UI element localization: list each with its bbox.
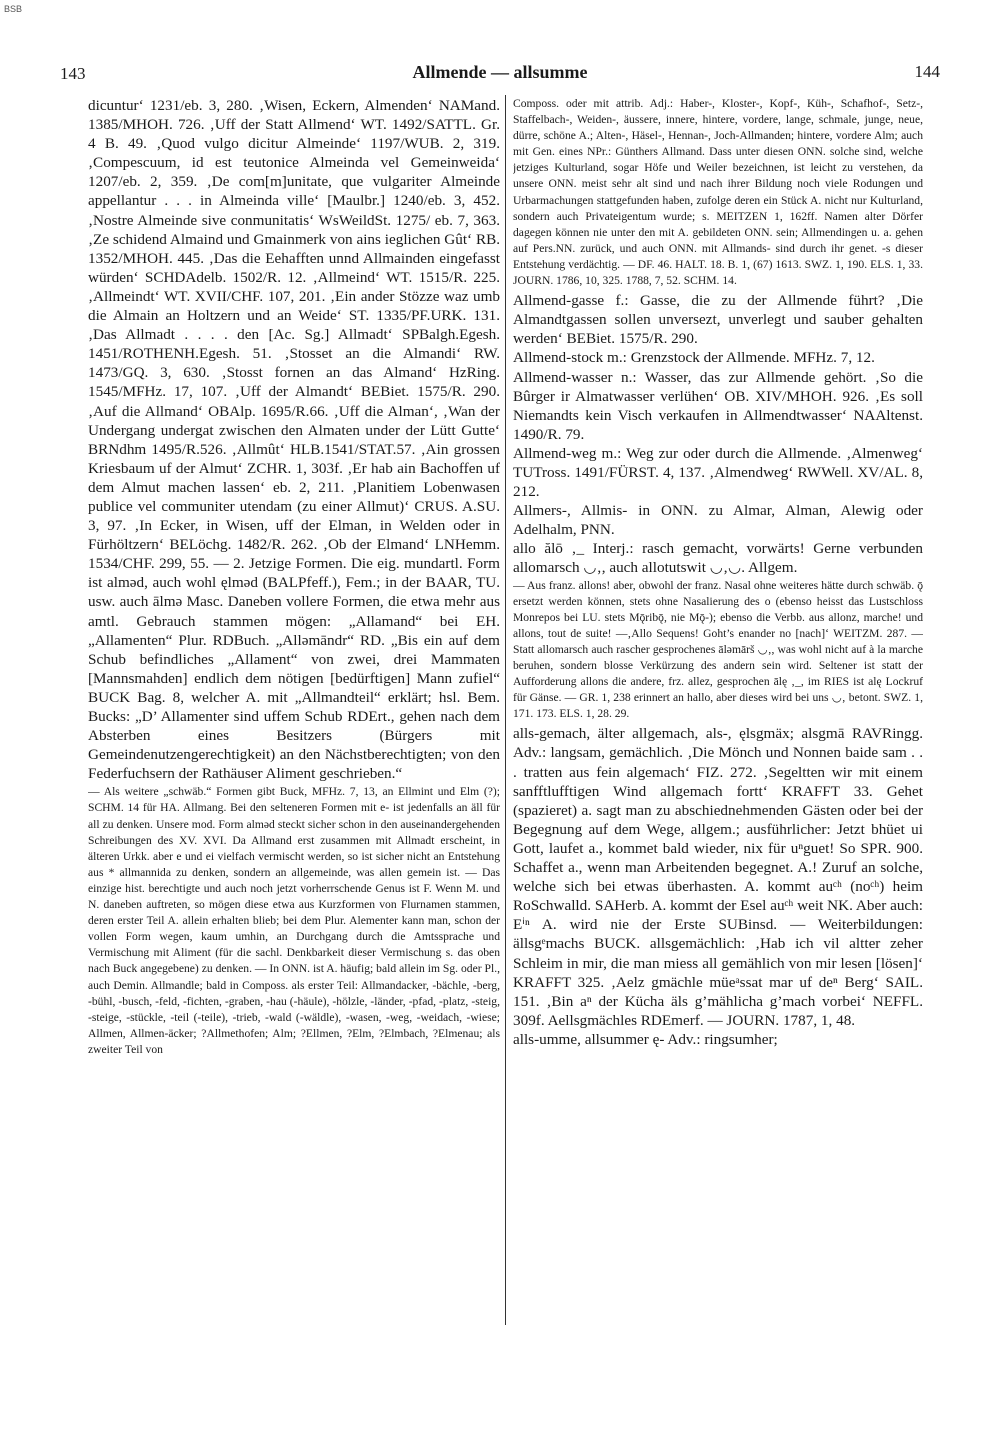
- entry-allmend-gasse: Allmend-gasse f.: Gasse, die zu der Allmende führt? ‚Die Almandtgassen sollen unversezt, unverlegt und sauber gehalten werden‘ BEBiet. 1575/R. 290.: [513, 292, 923, 348]
- allmende-citations-paragraph: dicuntur‘ 1231/eb. 3, 280. ‚Wisen, Eckern, Almenden‘ NAMand. 1385/MHOH. 726. ‚Uff der Statt Allmend‘ WT. 1492/SATTL. Gr. 4 B. 49. ‚Quod vulgo dicitur Almeinde‘ 1197/WUB. 2, 319. ‚Compescuum, id est teutonice Almeinda vel Gemeinweida‘ 1207/eb. 2, 359. ‚De com[m]unitate, que vulgariter Almeinde appellantur . . . in Almeinda ville‘ [Maulbr.] 1240/eb. 3, 452. ‚Nostre Almeinde sive conmunitatis‘ WsWeildSt. 1275/ eb. 7, 363. ‚Ze schidend Almaind und Gmainmerk von ains ieglichen Gût‘ RB. 1352/MHOH. 445. ‚Das die Eehafften unnd Allmainden eingefasst würden‘ SCHDAdelb. 1502/R. 12. ‚Allmeind‘ WT. 1515/R. 225. ‚Allmeindt‘ WT. XVII/CHF. 107, 201. ‚Ein ander Stözze waz umb die Almain an Holtzern und an Weide‘ ST. 1335/PF.URK. 131. ‚Das Allmadt . . . . den [Ac. Sg.] Allmadt‘ SPBalgh.Egesh. 1451/ROTHENH.Egesh. 51. ‚Stosset an die Almandi‘ RW. 1473/GQ. 3, 630. ‚Stosst fornen an das Almand‘ HzRing. 1545/MFHz. 17, 107. ‚Uff der Almandt‘ BEBiet. 1575/R. 290. ‚Auf die Allmand‘ OBAlp. 1695/R.66. ‚Uff die Alman‘, ‚Wan der Undergang undergat zwischen den Almaten under der Lütt Gutte‘ BRNdhm 1495/R.526. ‚Allmût‘ HLB.1541/STAT.57. ‚Ain grossen Kriesbaum uf der Almut‘ ZCHR. 1, 303f. ‚Er hab ain Bachoffen uf dem Almut machen lassen‘ eb. 2, 211. ‚Planitiem Lobenwasen publice vel communiter utendam (zu einer Allmut)‘ CRUS. A.SU. 3, 97. ‚In Ecker, in Wisen, uff der Elman, in Welden oder in Fürhöltzern‘ BELöchg. 1482/R. 262. ‚Ob der Elmand‘ LNHemm. 1534/CHF. 299, 55. — 2. Jetzige Formen. Die eig. mundartl. Form ist alməd, auch wohl ęlməd (BALPfeff.), Fem.; in der BAAR, TU. usw. auch ālmə Masc. Daneben vollere Formen, die etwa mehr aus amtl. Gebrauch stammen mögen: „Allamand“ bei EH. „Allamenten“ Plur. RDBuch. „Alləmāndr“ RD. „Bis ein auf dem Schub befindliches „Allament“ von zwei, drei Mammaten [Mannsmahden] endlich dem nötigen [bedürftigen] Mann zufiel“ BUCK Bag. 8, welcher A. mit „Allmandteil“ erklärt; hsl. Bem. Bucks: „D’ Allamenter sind uffem Schub RDErt., gehen nach dem Absterben eines Besitzers (Bürgers mit Gemeindenutzengerechtigkeit) an den Nächstberechtigten; von den Federfuchsern der Rathäuser Aliment geschrieben.“: [88, 97, 500, 783]
- left-column: [88, 96, 500, 1331]
- entry-allmend-stock: Allmend-stock m.: Grenzstock der Allmende. MFHz. 7, 12.: [513, 349, 875, 367]
- entry-allo: allo ălō ‚_ Interj.: rasch gemacht, vorwärts! Gerne verbunden allomarsch ◡‚, auch allotutswit ◡‚◡. Allgem.: [513, 540, 923, 577]
- allmende-forms-note: — Als weitere „schwäb.“ Formen gibt Buck, MFHz. 7, 13, an Ellmint und Elm (?); SCHM. 14 für HA. Allmang. Bei den selteneren Formen mit e- ist jedenfalls an äll für all zu denken. Unsere mod. Form alməd steckt sicher schon in den auseinandergehenden Schreibungen des XV. XVI. Da Allmand erst zusammen mit Allmadt erscheint, in älteren Urkk. aber e und ei vielfach vermischt werden, so ist sicher nicht an Entstehung aus * allmannida zu denken, sondern an allgemeinde, was allen gemein ist. — Das einzige hist. berechtigte und auch noch jetzt vorherrschende Genus ist F. Wenn M. und N. daneben auftreten, so mögen diese etwa aus Kurzformen von Flurnamen stammen, deren erster Teil A. allein erhalten blieb; bei dem Plur. Alementer kann man, schon der vollen Form wegen, kaum umhin, an Durchgang durch die Amtssprache und Vermischung mit Aliment (für die sachl. Denkbarkeit dieser Vermischung s. das oben nach Buck angegebene) zu denken. — In ONN. ist A. häufig; bald allein im Sg. oder Pl., auch Demin. Allmandle; bald in Composs. als erster Teil: Allmandacker, -bächle, -berg, -bühl, -busch, -feld, -fichten, -graben, -hau (-häule), -hölzle, -länder, -pfad, -platz, -steig, -steige, -stückle, -teil (-teile), -trieb, -wald (-wäldle), -wasen, -weg, -weidach, -wiese; Allmen, Allmen-äcker; ?Allmethofen; Alm; ?Ellmen, ?Elm, ?Elmbach, ?Elmenau; als zweiter Teil von: [88, 785, 500, 1056]
- column-divider: [505, 95, 506, 1325]
- running-title: Allmende — allsumme: [412, 62, 588, 82]
- library-stamp: BSB: [4, 4, 23, 14]
- allo-etymology-note: — Aus franz. allons! aber, obwohl der franz. Nasal ohne weiteres hätte durch schwäb. ǭ ersetzt werden können, stets ohne Nasalierung des o (ebenso heisst das Lustschloss Monrepos bei LU. stets Mǭribǭ, nie Mǭ-); ebenso die Verbb. aus allonz, marche! und allons, tout de suite! —‚Allo Sequens! Goht’s enander no [nach]‘ WEITZM. 287. — Statt allomarsch auch rascher gesprochenes āləmārš ◡‚, was wohl nicht auf à la marche beruhen, sondern blosse Verkürzung des andern sein wird. Seltener ist statt der Aufforderung allons die andere, frz. allez, gesprochen ālę ‚_, im RIES ist alę Lockruf für Gänse. — GR. 1, 238 erinnert an hallo, aber dieses wird bei uns ◡‚ betont. SWZ. 1, 171. 173. ELS. 1, 28. 29.: [513, 578, 923, 721]
- entry-alls-gemach: alls-gemach, älter allgemach, als-, ęlsgmäx; alsgmā RAVRingg. Adv.: langsam, gemächlich. ‚Die Mönch und Nonnen baide sam . . . tratten aus fein algemach‘ FIZ. 272. ‚Segeltten wir mit einem sanfftlufftigen Wind allgemach fortt‘ KRAFFT 33. Gehet (spazieret) a. sagt man zu abschiednehmenden Gästen oder bei der Begegnung auf dem Wege, allgem.; ausführlicher: Jetzt bhüet ui Gott, laufet a., kommet bald wieder, nix für uⁿguet! So SPR. 900. Schaffet a., wenn man Arbeitenden begegnet. A.! Zuruf an solche, welche sich bei etwas überhasten. A. kommt auᶜʰ (noᶜʰ) heim RoSchwalld. SAHerb. A. kommt der Esel auᶜʰ weit NK. Aber auch: Eⁱⁿ A. wird nie der Erste SUBinsd. — Weiterbildungen: ällsgᵉmachs BUCK. allsgemächlich: ‚Hab ich vil altter zeher Schleim in mir, die man miess all gemählich von mir lesen [lösen]‘ KRAFFT 325. ‚Aelz gmächle müeᵃssat mar uf deⁿ Berg‘ SAIL. 151. ‚Bin aⁿ der Kücha äls g’mählicha g’mach vorbei‘ NEFFL. 309f. Aellsgmächles RDEmerf. — JOURN. 1787, 1, 48.: [513, 725, 923, 1029]
- page-number-left: 143: [60, 64, 86, 83]
- right-column-lower-entries: [513, 724, 923, 1049]
- entry-allmend-wasser: Allmend-wasser n.: Wasser, das zur Allmende gehört. ‚So die Bûrger ir Almatwasser verlühen‘ OB. XIV/MHOH. 926. ‚Es soll Niemandts kein Visch verkaufen in Allmendtwasser‘ NAAltenst. 1490/R. 79.: [513, 368, 923, 443]
- entry-allmers: Allmers-, Allmis- in ONN. zu Almar, Alman, Alewig oder Adelhalm, PNN.: [513, 502, 923, 539]
- right-column-top-notes: [513, 96, 923, 289]
- left-column-main-text: [88, 96, 500, 783]
- right-column-mid-notes: [513, 578, 923, 723]
- entry-allmend-weg: Allmend-weg m.: Weg zur oder durch die Allmende. ‚Almenweg‘ TUTross. 1491/FÜRST. 4, 137. ‚Almendweg‘ RWWell. XV/AL. 8, 212.: [513, 444, 923, 501]
- page-header: [60, 62, 940, 86]
- right-column: [513, 96, 923, 1331]
- entry-alls-umme: alls-umme, allsummer ę- Adv.: ringsumher;: [513, 1030, 778, 1048]
- left-column-notes: [88, 784, 500, 1058]
- page-number-right: 144: [914, 62, 940, 81]
- right-column-entries: [513, 291, 923, 577]
- compounds-note: Composs. oder mit attrib. Adj.: Haber-, Kloster-, Kopf-, Küh-, Schafhof-, Setz-, Staffelbach-, Weiden-, äussere, innere, hintere, vordere, lange, schmale, junge, neue, dürre, schöne A.; Alten-, Häsel-, Hennan-, Joch-Allmanden; hintere, vordere Alm; auch mit Gen. eines NPr.: Günthers Allmand. Dass unter diesen ONN. solche sind, welche jetziges Kulturland, sogar Höfe und Weiler bezeichnen, ist leicht zu verstehen, da unsere ONN. meist sehr alt sind und nach ihrer Bildung noch viele Rodungen und Urbarmachungen stattgefunden haben, zufolge deren ein Stück A. nicht nur Kulturland, sondern auch Privateigentum wurde; s. MEITZEN 1, 162ff. Namen alter Dörfer dagegen können nie unter den mit A. gebildeten ONN. sein; Allmendingen u. a. gehen auf Pers.NN. zurück, und auch ONN. mit Allmands- sind durch ihr genet. -s dieser Entstehung verdächtig. — DF. 46. HALT. 18. B. 1, (67) 1613. SWZ. 1, 190. ELS. 1, 33. JOURN. 1786, 10, 325. 1788, 7, 52. SCHM. 14.: [513, 97, 923, 288]
